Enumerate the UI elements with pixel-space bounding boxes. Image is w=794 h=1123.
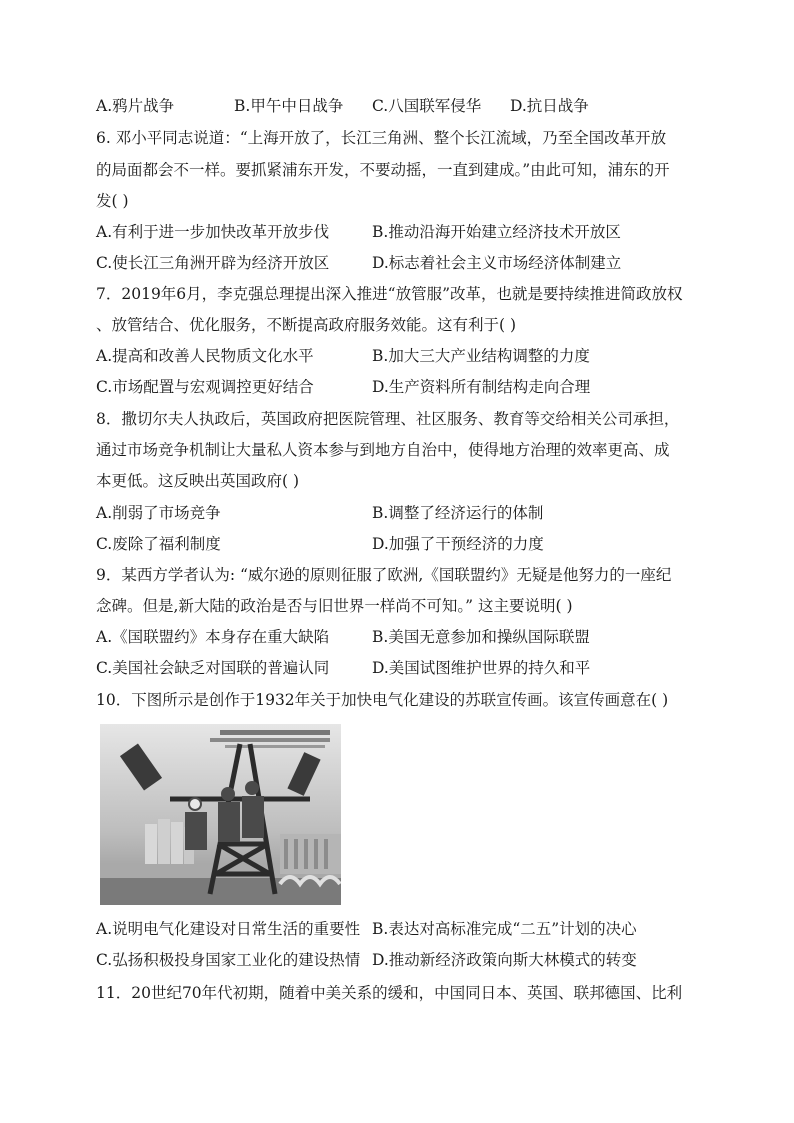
q9-option-d[interactable]: D.美国试图维护世界的持久和平 xyxy=(372,659,591,677)
q5-option-b[interactable]: B.甲午中日战争 xyxy=(234,97,344,115)
q8-option-d[interactable]: D.加强了干预经济的力度 xyxy=(372,535,544,553)
poster-illustration xyxy=(100,724,341,905)
q5-option-d[interactable]: D.抗日战争 xyxy=(510,97,589,115)
q9-option-c[interactable]: C.美国社会缺乏对国联的普遍认同 xyxy=(96,659,330,677)
q9-option-b[interactable]: B.美国无意参加和操纵国际联盟 xyxy=(372,628,590,646)
q7-stem-line-1: 7．2019年6月，李克强总理提出深入推进“放管服”改革，也就是要持续推进简政放权 xyxy=(96,285,683,303)
q6-stem-line-2: 的局面都会不一样。要抓紧浦东开发，不要动摇，一直到建成。”由此可知，浦东的开 xyxy=(96,161,670,179)
q7-option-a[interactable]: A.提高和改善人民物质文化水平 xyxy=(96,347,314,365)
q5-option-a[interactable]: A.鸦片战争 xyxy=(96,97,175,115)
q6-stem-line-3: 发( ) xyxy=(96,192,129,210)
q6-option-d[interactable]: D.标志着社会主义市场经济体制建立 xyxy=(372,254,622,272)
q8-option-a[interactable]: A.削弱了市场竞争 xyxy=(96,504,221,522)
q8-option-c[interactable]: C.废除了福利制度 xyxy=(96,535,221,553)
q6-option-a[interactable]: A.有利于进一步加快改革开放步伐 xyxy=(96,223,330,241)
soviet-electrification-poster-image xyxy=(100,724,341,905)
q9-stem-line-1: 9．某西方学者认为: “威尔逊的原则征服了欧洲,《国联盟约》无疑是他努力的一座纪 xyxy=(96,566,672,584)
q9-stem-line-2: 念碑。但是,新大陆的政治是否与旧世界一样尚不可知。” 这主要说明( ) xyxy=(96,597,573,615)
q7-option-c[interactable]: C.市场配置与宏观调控更好结合 xyxy=(96,378,314,396)
q8-option-b[interactable]: B.调整了经济运行的体制 xyxy=(372,504,544,522)
q8-stem-line-3: 本更低。这反映出英国政府( ) xyxy=(96,472,300,490)
q10-option-b[interactable]: B.表达对高标准完成“二五”计划的决心 xyxy=(372,920,637,938)
q6-stem-line-1: 6. 邓小平同志说道：“上海开放了，长江三角洲、整个长江流域，乃至全国改革开放 xyxy=(96,129,667,147)
q7-option-d[interactable]: D.生产资料所有制结构走向合理 xyxy=(372,378,591,396)
q7-option-b[interactable]: B.加大三大产业结构调整的力度 xyxy=(372,347,590,365)
q10-option-c[interactable]: C.弘扬积极投身国家工业化的建设热情 xyxy=(96,951,361,969)
q10-option-a[interactable]: A.说明电气化建设对日常生活的重要性 xyxy=(96,920,361,938)
q7-stem-line-2: 、放管结合、优化服务，不断提高政府服务效能。这有利于( ) xyxy=(96,316,517,334)
q8-stem-line-1: 8．撒切尔夫人执政后，英国政府把医院管理、社区服务、教育等交给相关公司承担， xyxy=(96,410,680,428)
q8-stem-line-2: 通过市场竞争机制让大量私人资本参与到地方自治中，使得地方治理的效率更高、成 xyxy=(96,441,670,459)
q11-stem-line-1: 11．20世纪70年代初期，随着中美关系的缓和，中国同日本、英国、联邦德国、比利 xyxy=(96,984,683,1002)
q6-option-c[interactable]: C.使长江三角洲开辟为经济开放区 xyxy=(96,254,330,272)
q10-stem-line-1: 10．下图所示是创作于1932年关于加快电气化建设的苏联宣传画。该宣传画意在( ) xyxy=(96,691,669,709)
q10-option-d[interactable]: D.推动新经济政策向斯大林模式的转变 xyxy=(372,951,637,969)
q9-option-a[interactable]: A.《国联盟约》本身存在重大缺陷 xyxy=(96,628,330,646)
q6-option-b[interactable]: B.推动沿海开始建立经济技术开放区 xyxy=(372,223,621,241)
q5-option-c[interactable]: C.八国联军侵华 xyxy=(372,97,482,115)
